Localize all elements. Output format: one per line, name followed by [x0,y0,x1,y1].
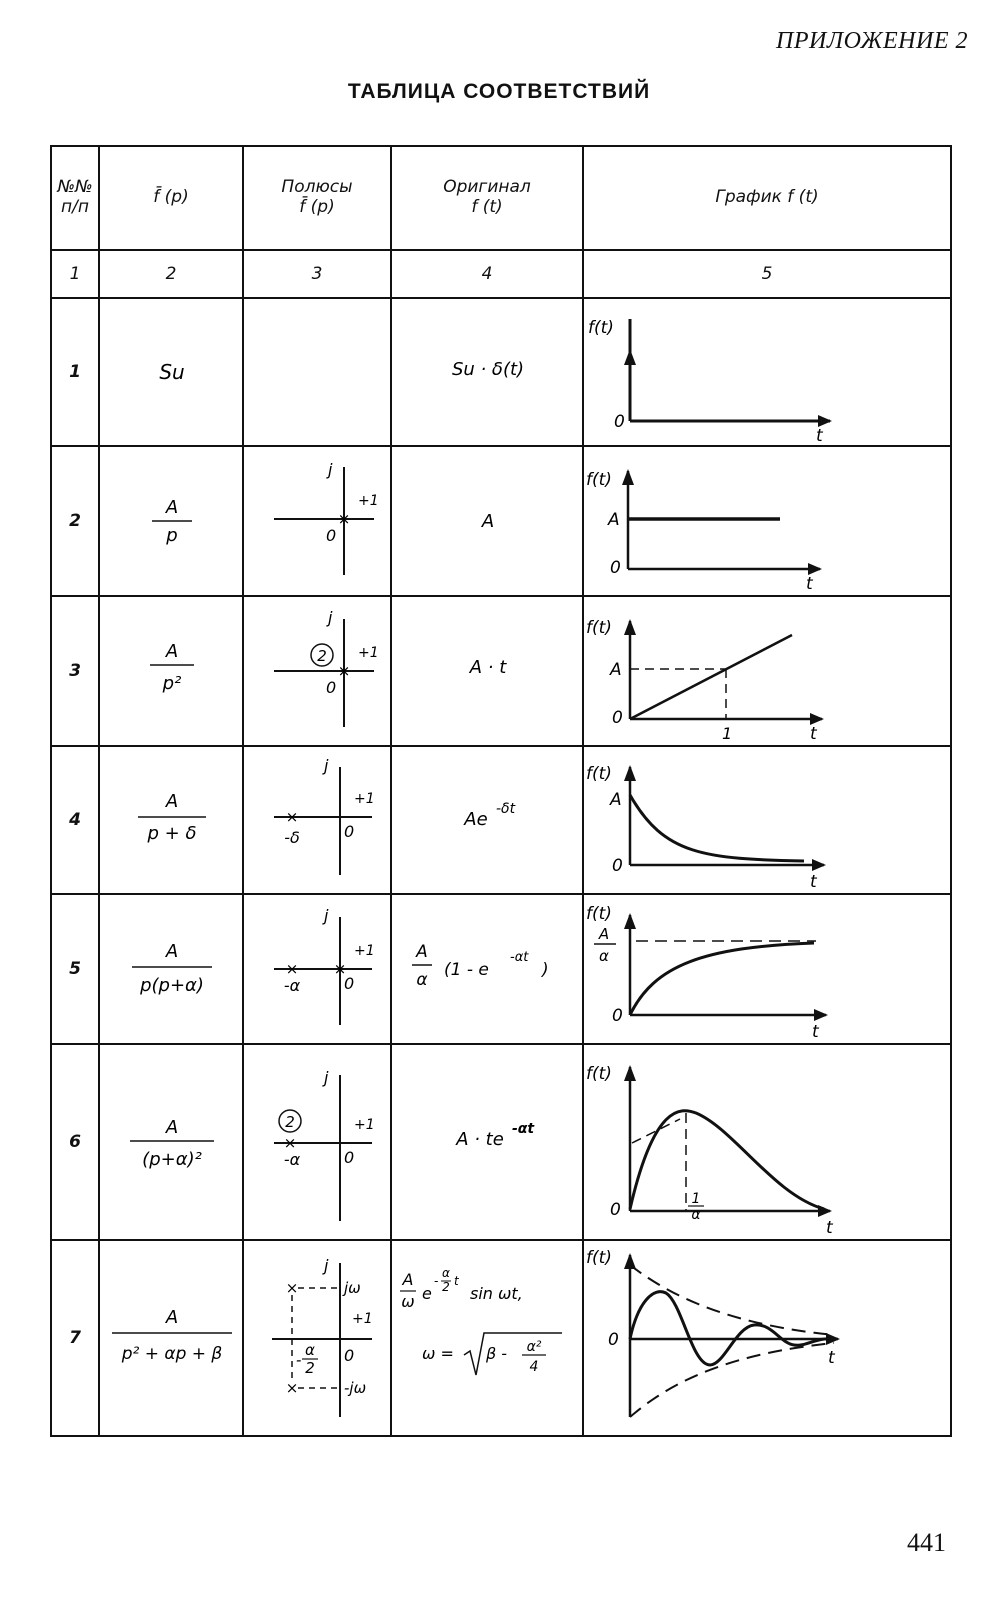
svg-text:α: α [442,1266,450,1280]
column-number: 4 [391,250,583,298]
svg-text:-α: -α [283,976,301,995]
arrow-icon [622,469,634,485]
graph-cell [583,1240,951,1436]
row-number: 5 [51,894,99,1044]
column-number: 5 [583,250,951,298]
rise-curve [630,943,814,1015]
svg-text:ω =: ω = [422,1344,454,1363]
svg-text:p²: p² [162,673,182,694]
step-graph [584,447,952,595]
original-cell [391,746,583,894]
impulse-graph [584,299,952,445]
svg-text:j: j [324,1068,329,1087]
svg-text:β -: β - [486,1344,508,1363]
image-formula [100,299,244,445]
svg-text:t: t [816,426,823,445]
svg-text:Ae: Ae [464,809,488,830]
poles-cell [243,746,391,894]
svg-text:α: α [691,1207,701,1223]
exp-decay-graph [584,747,952,893]
table-row [51,446,951,596]
svg-text:0: 0 [344,822,355,841]
pole-marker: × [285,1279,299,1297]
svg-text:A: A [165,1307,179,1328]
header-original: Оригинал f (t) [391,146,583,250]
image-cell [99,596,243,746]
svg-text:2: 2 [285,1113,295,1131]
svg-text:-: - [434,1274,439,1288]
svg-text:+1: +1 [354,943,375,959]
svg-text:A · t: A · t [469,657,507,678]
header-number: №№ п/п [51,146,99,250]
table-row [51,596,951,746]
svg-text:α: α [599,947,609,965]
table-row [51,1044,951,1240]
poles-cell [243,1240,391,1436]
svg-text:A: A [598,925,610,943]
svg-text:2: 2 [317,647,327,665]
svg-text:f(t): f(t) [588,318,614,338]
svg-text:j: j [324,906,329,925]
pole-plot [244,1045,392,1239]
svg-text:j: j [324,756,329,775]
row-number: 3 [51,596,99,746]
svg-text:f(t): f(t) [586,618,612,638]
svg-text:1: 1 [691,1191,701,1207]
column-number: 3 [243,250,391,298]
pole-marker: × [285,808,299,826]
original-cell [391,894,583,1044]
svg-text:-: - [296,1351,302,1369]
row-number: 2 [51,446,99,596]
svg-text:+1: +1 [354,1117,375,1133]
svg-text:0: 0 [610,1200,621,1220]
svg-text:2: 2 [305,1359,315,1377]
svg-text:0: 0 [344,1148,355,1167]
appendix-label: ПРИЛОЖЕНИЕ 2 [776,28,968,54]
svg-text:1: 1 [722,724,733,743]
svg-text:t: t [810,724,817,744]
arrow-icon [624,1253,636,1269]
svg-text:0: 0 [608,1330,619,1350]
column-number: 2 [99,250,243,298]
svg-text:-αt: -αt [512,1121,535,1137]
row-number: 4 [51,746,99,894]
graph-cell [583,298,951,446]
svg-text:+1: +1 [354,791,375,807]
arrow-icon [624,1065,636,1081]
exp-rise-graph [584,895,952,1043]
table-row [51,298,951,446]
lower-envelope [630,1343,834,1417]
svg-text:sin ωt,: sin ωt, [470,1284,523,1303]
poles-cell [243,1044,391,1240]
oscillation-curve [630,1292,834,1365]
svg-text:(1 - e: (1 - e [444,960,489,980]
original-formula [392,447,584,595]
svg-text:t: t [454,1274,459,1288]
header-image: f̄ (p) [99,146,243,250]
table-row [51,894,951,1044]
pole-plot [244,447,392,595]
svg-text:-α: -α [283,1150,301,1169]
original-formula [392,747,584,893]
header-poles: Полюсы f̄ (p) [243,146,391,250]
svg-text:0: 0 [344,1346,355,1365]
header-graph: График f (t) [583,146,951,250]
svg-text:0: 0 [612,856,623,876]
svg-text:f(t): f(t) [586,904,612,924]
svg-text:): ) [542,960,549,980]
svg-text:-αt: -αt [510,950,529,965]
pole-marker: × [283,1134,297,1152]
svg-text:-δt: -δt [496,801,516,817]
svg-text:A: A [416,942,428,962]
svg-text:f(t): f(t) [586,764,612,784]
svg-text:A: A [165,497,179,518]
svg-text:j: j [328,460,333,479]
svg-text:+1: +1 [358,645,379,661]
svg-text:A · te: A · te [456,1129,504,1150]
graph-cell [583,596,951,746]
svg-text:α: α [416,970,428,990]
svg-text:0: 0 [612,708,623,728]
arrow-icon [624,765,636,781]
svg-text:p + δ: p + δ [147,823,197,844]
original-formula [392,299,584,445]
svg-text:Su · δ(t): Su · δ(t) [451,359,525,380]
graph-cell [583,746,951,894]
svg-text:f(t): f(t) [586,470,612,490]
svg-text:A: A [165,941,179,962]
svg-text:f(t): f(t) [586,1248,612,1268]
svg-text:2: 2 [442,1280,450,1294]
correspondence-table [50,145,952,1437]
original-cell [391,446,583,596]
te-curve [630,1111,824,1209]
svg-text:ω: ω [401,1292,415,1311]
pole-marker: × [337,510,351,528]
svg-text:t: t [828,1348,835,1368]
row-number: 1 [51,298,99,446]
svg-text:j: j [328,608,333,627]
image-formula [100,597,244,745]
svg-text:α: α [305,1341,315,1359]
svg-text:p(p+α): p(p+α) [140,975,204,996]
svg-text:A: A [165,641,179,662]
svg-text:0: 0 [610,558,621,578]
svg-text:e: e [422,1284,432,1303]
decay-curve [630,795,804,861]
svg-text:0: 0 [612,1006,623,1026]
pole-plot [244,747,392,893]
poles-cell [243,446,391,596]
svg-text:A: A [608,510,620,530]
original-cell [391,1044,583,1240]
svg-text:A: A [402,1270,414,1289]
pole-marker: × [333,960,347,978]
image-cell [99,1240,243,1436]
graph-cell [583,446,951,596]
ramp-graph [584,597,952,745]
pole-plot [244,895,392,1043]
svg-text:α²: α² [526,1339,542,1355]
svg-text:-δ: -δ [284,828,300,847]
original-formula [392,1241,584,1435]
header-row [51,146,951,250]
image-cell [99,1044,243,1240]
svg-text:+1: +1 [358,493,379,509]
svg-text:j: j [324,1256,329,1275]
pole-marker: × [285,960,299,978]
svg-text:0: 0 [326,526,337,545]
svg-text:(p+α)²: (p+α)² [142,1149,202,1170]
arrow-icon [624,619,636,635]
pole-marker: × [285,1379,299,1397]
svg-text:f(t): f(t) [586,1064,612,1084]
row-number: 7 [51,1240,99,1436]
svg-text:A: A [610,790,622,810]
svg-text:t: t [810,872,817,892]
original-cell [391,298,583,446]
svg-text:A: A [165,1117,179,1138]
arrow-icon [624,913,636,929]
original-cell [391,596,583,746]
original-cell [391,1240,583,1436]
column-number: 1 [51,250,99,298]
table-row [51,1240,951,1436]
poles-cell [243,596,391,746]
arrow-icon [814,1009,828,1021]
original-formula [392,1045,584,1239]
original-formula [392,597,584,745]
poles-cell [243,298,391,446]
pole-marker: × [337,662,351,680]
image-formula [100,1241,244,1435]
svg-text:Su: Su [159,360,185,384]
image-formula [100,447,244,595]
pole-plot [244,1241,392,1435]
image-formula [100,747,244,893]
arrow-icon [624,349,636,365]
page-title: ТАБЛИЦА СООТВЕТСТВИЙ [347,80,651,103]
image-cell [99,446,243,596]
svg-text:t: t [806,574,813,594]
upper-envelope [630,1265,834,1335]
svg-text:0: 0 [614,412,625,432]
poles-cell [243,894,391,1044]
pole-plot [244,597,392,745]
arrow-icon [812,859,826,871]
image-cell [99,746,243,894]
graph-cell [583,1044,951,1240]
svg-text:jω: jω [344,1279,361,1297]
svg-text:4: 4 [529,1359,539,1375]
image-formula [100,1045,244,1239]
column-number-row [51,250,951,298]
svg-text:A: A [481,511,495,532]
table-row [51,746,951,894]
svg-text:A: A [165,791,179,812]
svg-text:0: 0 [326,678,337,697]
svg-text:-jω: -jω [344,1379,367,1397]
svg-text:A: A [610,660,622,680]
damped-oscillation-graph [584,1241,952,1435]
svg-text:p: p [166,525,178,546]
svg-text:+1: +1 [352,1311,373,1327]
svg-text:p² + αp + β: p² + αp + β [121,1344,223,1364]
svg-text:0: 0 [344,974,355,993]
svg-text:t: t [826,1218,833,1238]
page-number: 441 [907,1528,946,1557]
svg-text:t: t [812,1022,819,1042]
image-cell [99,894,243,1044]
te-graph [584,1045,952,1239]
row-number: 6 [51,1044,99,1240]
original-formula [392,895,584,1043]
graph-cell [583,894,951,1044]
ramp-line [630,635,792,719]
image-formula [100,895,244,1043]
root-sign [464,1333,562,1375]
image-cell [99,298,243,446]
